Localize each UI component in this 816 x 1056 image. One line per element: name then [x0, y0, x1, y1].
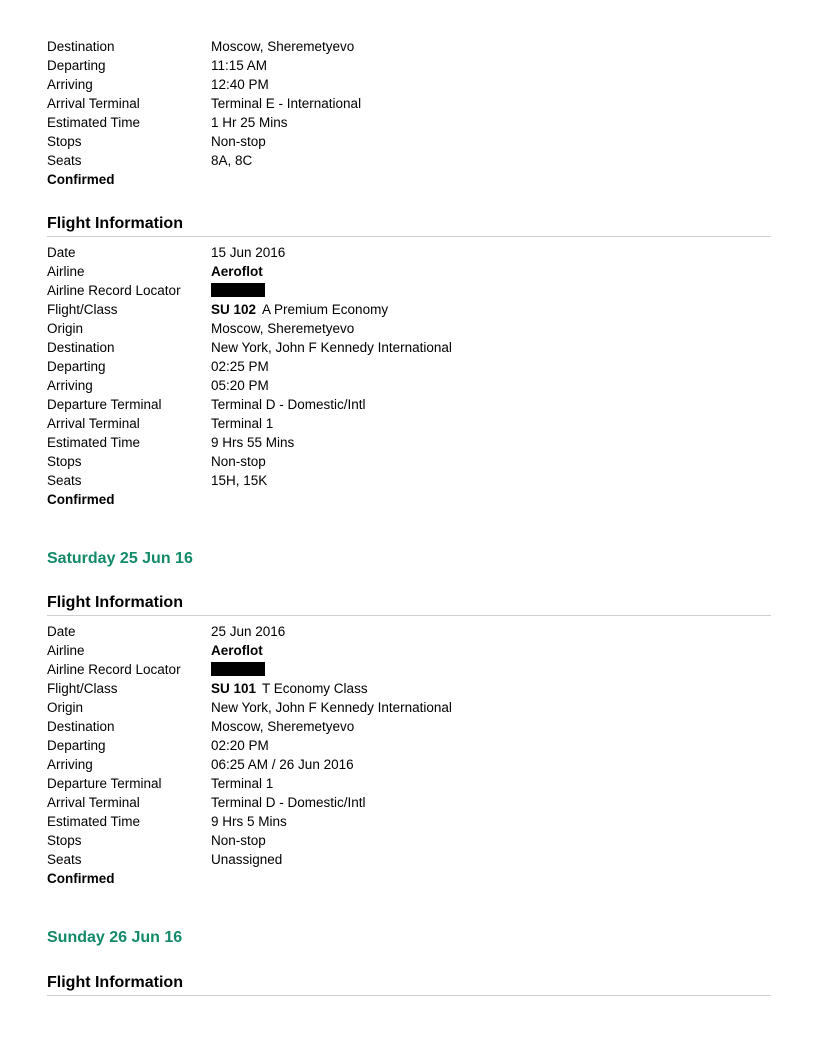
detail-row: Departing 11:15 AM [47, 58, 268, 73]
record-locator-row: Airline Record Locator [47, 281, 771, 300]
status-confirmed: Confirmed [47, 492, 115, 507]
detail-row: Seats 8A, 8C [47, 153, 253, 168]
departing-row: Departing 02:25 PM [47, 359, 269, 374]
detail-row: Stops Non-stop [47, 134, 266, 149]
date-row: Date 25 Jun 2016 [47, 624, 286, 639]
seats-row: Seats Unassigned [47, 852, 283, 867]
day-heading: Sunday 26 Jun 16 [47, 929, 183, 946]
flight-info-section [47, 214, 771, 509]
origin-row: Origin Moscow, Sheremetyevo [47, 321, 355, 336]
airline-row: Airline Aeroflot [47, 264, 263, 279]
estimated-time-row: Estimated Time 9 Hrs 55 Mins [47, 435, 295, 450]
fare-class: A Premium Economy [262, 302, 389, 317]
section-title: Flight Information [47, 214, 771, 237]
flight-code: SU 101 [211, 681, 257, 696]
date-row: Date 15 Jun 2016 [47, 245, 286, 260]
arriving-row: Arriving 05:20 PM [47, 378, 269, 393]
estimated-time-row: Estimated Time 9 Hrs 5 Mins [47, 814, 287, 829]
seats-row: Seats 15H, 15K [47, 473, 268, 488]
arriving-row: Arriving 06:25 AM / 26 Jun 2016 [47, 757, 354, 772]
section-title: Flight Information [47, 973, 771, 996]
detail-row: Arriving 12:40 PM [47, 77, 269, 92]
redacted-locator [211, 662, 265, 676]
destination-row: Destination New York, John F Kennedy International [47, 340, 452, 355]
flight-details-continued [47, 37, 771, 189]
stops-row: Stops Non-stop [47, 833, 266, 848]
departure-terminal-row: Departure Terminal Terminal 1 [47, 776, 274, 791]
destination-row: Destination Moscow, Sheremetyevo [47, 719, 355, 734]
flight-code: SU 102 [211, 302, 257, 317]
airline-row: Airline Aeroflot [47, 643, 263, 658]
detail-row: Destination Moscow, Sheremetyevo [47, 39, 355, 54]
arrival-terminal-row: Arrival Terminal Terminal 1 [47, 416, 274, 431]
record-locator-row: Airline Record Locator [47, 660, 771, 679]
origin-row: Origin New York, John F Kennedy International [47, 700, 452, 715]
arrival-terminal-row: Arrival Terminal Terminal D - Domestic/Intl [47, 795, 366, 810]
flight-info-section [47, 973, 771, 1002]
departure-terminal-row: Departure Terminal Terminal D - Domestic/Intl [47, 397, 366, 412]
detail-row: Estimated Time 1 Hr 25 Mins [47, 115, 288, 130]
redacted-locator [211, 283, 265, 297]
stops-row: Stops Non-stop [47, 454, 266, 469]
day-heading: Saturday 25 Jun 16 [47, 550, 193, 567]
status-confirmed: Confirmed [47, 172, 115, 187]
flight-class-row: Flight/Class SU 102 A Premium Economy [47, 302, 389, 317]
section-title: Flight Information [47, 593, 771, 616]
flight-info-section [47, 593, 771, 888]
status-confirmed: Confirmed [47, 871, 115, 886]
departing-row: Departing 02:20 PM [47, 738, 269, 753]
fare-class: T Economy Class [262, 681, 368, 696]
flight-class-row: Flight/Class SU 101 T Economy Class [47, 681, 368, 696]
detail-row: Arrival Terminal Terminal E - International [47, 96, 362, 111]
